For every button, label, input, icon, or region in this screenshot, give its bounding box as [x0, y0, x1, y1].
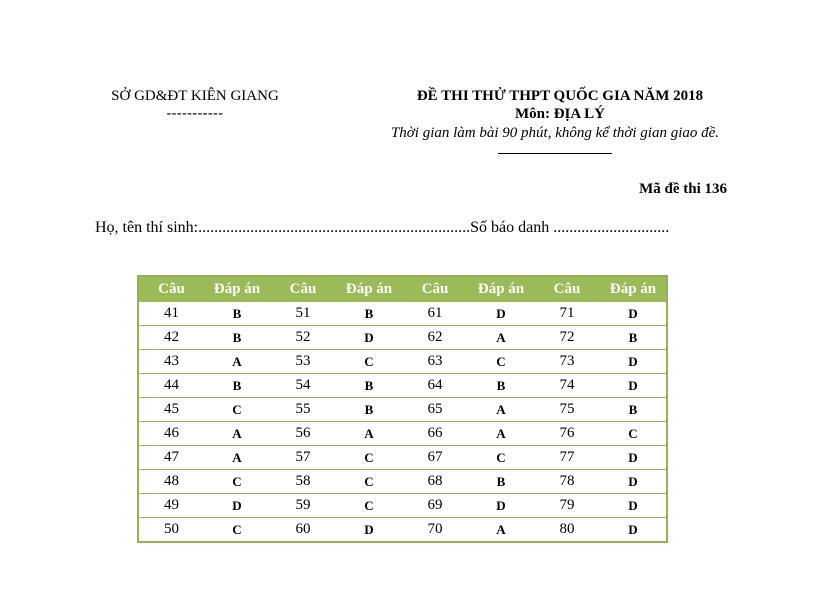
answer-cell: D [468, 494, 534, 518]
answer-cell: C [336, 494, 402, 518]
table-row [138, 494, 667, 518]
question-number-cell: 52 [270, 326, 336, 350]
question-number-cell: 70 [402, 518, 468, 543]
answer-cell: C [336, 446, 402, 470]
question-number-cell: 72 [534, 326, 600, 350]
question-number-cell: 47 [138, 446, 204, 470]
answer-cell: D [600, 518, 667, 543]
question-number-cell: 56 [270, 422, 336, 446]
answer-cell: B [468, 470, 534, 494]
question-number-cell: 78 [534, 470, 600, 494]
question-number-cell: 53 [270, 350, 336, 374]
answer-cell: D [600, 494, 667, 518]
answer-cell: C [204, 470, 270, 494]
column-header-answer: Đáp án [204, 276, 270, 302]
answer-cell: D [600, 350, 667, 374]
answer-cell: D [600, 446, 667, 470]
column-header-answer: Đáp án [468, 276, 534, 302]
table-row [138, 350, 667, 374]
answer-cell: B [204, 374, 270, 398]
column-header-answer: Đáp án [336, 276, 402, 302]
question-number-cell: 43 [138, 350, 204, 374]
question-number-cell: 67 [402, 446, 468, 470]
question-number-cell: 62 [402, 326, 468, 350]
answer-cell: A [204, 446, 270, 470]
exam-code: Mã đề thi 136 [639, 181, 727, 197]
answer-cell: A [468, 398, 534, 422]
question-number-cell: 46 [138, 422, 204, 446]
table-row [138, 446, 667, 470]
column-header-question: Câu [270, 276, 336, 302]
answer-cell: D [600, 470, 667, 494]
answer-cell: D [336, 326, 402, 350]
question-number-cell: 60 [270, 518, 336, 543]
question-number-cell: 48 [138, 470, 204, 494]
column-header-question: Câu [534, 276, 600, 302]
answer-cell: C [468, 446, 534, 470]
answer-cell: B [204, 326, 270, 350]
question-number-cell: 54 [270, 374, 336, 398]
answer-cell: D [468, 302, 534, 326]
question-number-cell: 74 [534, 374, 600, 398]
question-number-cell: 57 [270, 446, 336, 470]
column-header-question: Câu [402, 276, 468, 302]
table-row [138, 374, 667, 398]
question-number-cell: 55 [270, 398, 336, 422]
answer-cell: B [600, 326, 667, 350]
table-row [138, 422, 667, 446]
answer-cell: B [600, 398, 667, 422]
table-row [138, 326, 667, 350]
question-number-cell: 61 [402, 302, 468, 326]
table-row [138, 470, 667, 494]
question-number-cell: 44 [138, 374, 204, 398]
answer-cell: B [336, 302, 402, 326]
question-number-cell: 71 [534, 302, 600, 326]
answer-key-table [137, 275, 668, 543]
answer-cell: C [204, 398, 270, 422]
question-number-cell: 75 [534, 398, 600, 422]
answer-cell: D [204, 494, 270, 518]
answer-cell: A [204, 422, 270, 446]
answer-cell: B [468, 374, 534, 398]
answer-cell: D [600, 302, 667, 326]
question-number-cell: 77 [534, 446, 600, 470]
question-number-cell: 63 [402, 350, 468, 374]
question-number-cell: 79 [534, 494, 600, 518]
question-number-cell: 50 [138, 518, 204, 543]
question-number-cell: 49 [138, 494, 204, 518]
student-info-line: Họ, tên thí sinh:....................................................................Số báo danh ............................. [95, 219, 670, 236]
answer-cell: A [336, 422, 402, 446]
question-number-cell: 42 [138, 326, 204, 350]
answer-cell: C [336, 350, 402, 374]
question-number-cell: 41 [138, 302, 204, 326]
question-number-cell: 65 [402, 398, 468, 422]
title-divider [498, 153, 612, 154]
answer-cell: A [468, 422, 534, 446]
question-number-cell: 66 [402, 422, 468, 446]
table-row [138, 518, 667, 543]
answer-cell: B [336, 374, 402, 398]
column-header-answer: Đáp án [600, 276, 667, 302]
table-row [138, 302, 667, 326]
question-number-cell: 64 [402, 374, 468, 398]
answer-cell: A [468, 518, 534, 543]
answer-cell: A [204, 350, 270, 374]
answer-cell: D [336, 518, 402, 543]
answer-cell: D [600, 374, 667, 398]
answer-cell: C [204, 518, 270, 543]
exam-subject: Môn: ĐỊA LÝ [514, 106, 605, 122]
exam-title: ĐỀ THI THỬ THPT QUỐC GIA NĂM 2018 [416, 88, 704, 104]
question-number-cell: 73 [534, 350, 600, 374]
answer-cell: A [468, 326, 534, 350]
question-number-cell: 68 [402, 470, 468, 494]
question-number-cell: 45 [138, 398, 204, 422]
question-number-cell: 58 [270, 470, 336, 494]
question-number-cell: 59 [270, 494, 336, 518]
answer-rows [138, 302, 667, 543]
table-header-row [138, 276, 667, 302]
question-number-cell: 51 [270, 302, 336, 326]
question-number-cell: 76 [534, 422, 600, 446]
department-underline: ----------- [166, 106, 224, 121]
exam-time-note: Thời gian làm bài 90 phút, không kể thời gian giao đề. [390, 125, 720, 141]
answer-cell: B [336, 398, 402, 422]
question-number-cell: 69 [402, 494, 468, 518]
table-row [138, 398, 667, 422]
department-name: SỞ GD&ĐT KIÊN GIANG [111, 88, 279, 104]
answer-cell: C [468, 350, 534, 374]
answer-cell: C [336, 470, 402, 494]
column-header-question: Câu [138, 276, 204, 302]
question-number-cell: 80 [534, 518, 600, 543]
answer-cell: C [600, 422, 667, 446]
answer-cell: B [204, 302, 270, 326]
